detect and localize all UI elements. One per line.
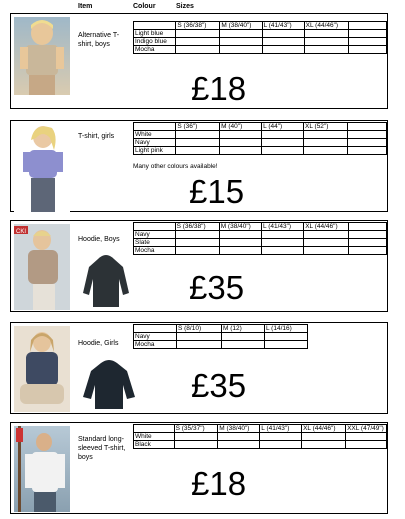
size-cell: XL (44/46")	[304, 223, 348, 231]
model-image	[14, 326, 70, 412]
size-cell: S (36/38")	[175, 223, 219, 231]
size-cell: L (41/43")	[260, 425, 302, 433]
colour-cell: White	[134, 131, 176, 139]
colour-cell: Light pink	[134, 147, 176, 155]
colour-cell: Indigo blue	[134, 38, 176, 46]
product-photo	[14, 426, 70, 512]
price: £35	[191, 367, 247, 404]
colour-column-header: Colour	[133, 3, 156, 10]
price: £18	[191, 70, 247, 107]
size-cell: S (36")	[176, 123, 220, 131]
colour-cell: Navy	[134, 139, 176, 147]
size-cell: S (35/37")	[174, 425, 218, 433]
size-colour-table	[133, 21, 387, 54]
product-photo	[14, 224, 70, 310]
colour-cell: Mocha	[134, 247, 176, 255]
svg-text:CKI: CKI	[16, 229, 27, 235]
size-cell: M (40")	[220, 123, 262, 131]
model-image	[14, 224, 70, 310]
colour-cell: Mocha	[134, 341, 177, 349]
colour-cell: White	[134, 433, 175, 441]
product-block-girls-tshirt	[10, 120, 388, 212]
size-cell: M (38/40")	[219, 223, 261, 231]
product-photo	[14, 326, 70, 412]
size-cell: XL (44/46")	[304, 22, 348, 30]
size-cell: XXL (47/49")	[346, 425, 387, 433]
size-cell: L (14/16)	[265, 325, 308, 333]
size-cell: M (12)	[222, 325, 265, 333]
item-column-header: Item	[78, 3, 93, 10]
size-cell: XL (44/46")	[302, 425, 346, 433]
size-cell: XL (52")	[304, 123, 348, 131]
hoodie-image	[83, 253, 129, 309]
size-cell: L (41/43")	[262, 22, 304, 30]
colour-cell: Slate	[134, 239, 176, 247]
size-cell: S (36/38")	[176, 22, 220, 30]
price: £35	[189, 269, 245, 306]
product-name: Hoodie, Boys	[78, 236, 120, 243]
model-image	[14, 124, 70, 212]
price: £15	[189, 173, 245, 210]
product-block-boys-hoodie	[10, 220, 388, 312]
sizes-column-header: Sizes	[176, 3, 194, 10]
product-name: Alternative T-shirt, boys	[78, 32, 120, 48]
price: £18	[191, 465, 247, 502]
size-colour-table	[133, 324, 308, 349]
size-cell: S (8/10)	[177, 325, 222, 333]
colour-cell: Navy	[134, 333, 177, 341]
size-colour-table	[133, 122, 387, 155]
product-block-girls-hoodie	[10, 322, 388, 414]
product-photo	[14, 124, 70, 212]
product-name: Standard long-sleeved T-shirt, boys	[78, 436, 126, 461]
colour-note: Many other colours available!	[133, 163, 218, 170]
model-image	[14, 426, 70, 512]
size-cell: M (38/40")	[218, 425, 260, 433]
size-colour-table	[133, 222, 387, 255]
size-colour-table	[133, 424, 387, 449]
colour-cell: Black	[134, 441, 175, 449]
product-block-boys-tshirt	[10, 13, 388, 109]
product-photo	[14, 17, 70, 95]
colour-cell: Light blue	[134, 30, 176, 38]
size-cell: L (41/43")	[262, 223, 304, 231]
colour-cell: Mocha	[134, 46, 176, 54]
product-name: T-shirt, girls	[78, 133, 115, 140]
colour-cell: Navy	[134, 231, 176, 239]
product-name: Hoodie, Girls	[78, 340, 119, 347]
size-cell: M (38/40")	[220, 22, 262, 30]
size-cell: L (44")	[262, 123, 304, 131]
hoodie-image	[83, 359, 135, 411]
product-block-boys-longsleeve	[10, 422, 388, 514]
model-image	[14, 17, 70, 95]
